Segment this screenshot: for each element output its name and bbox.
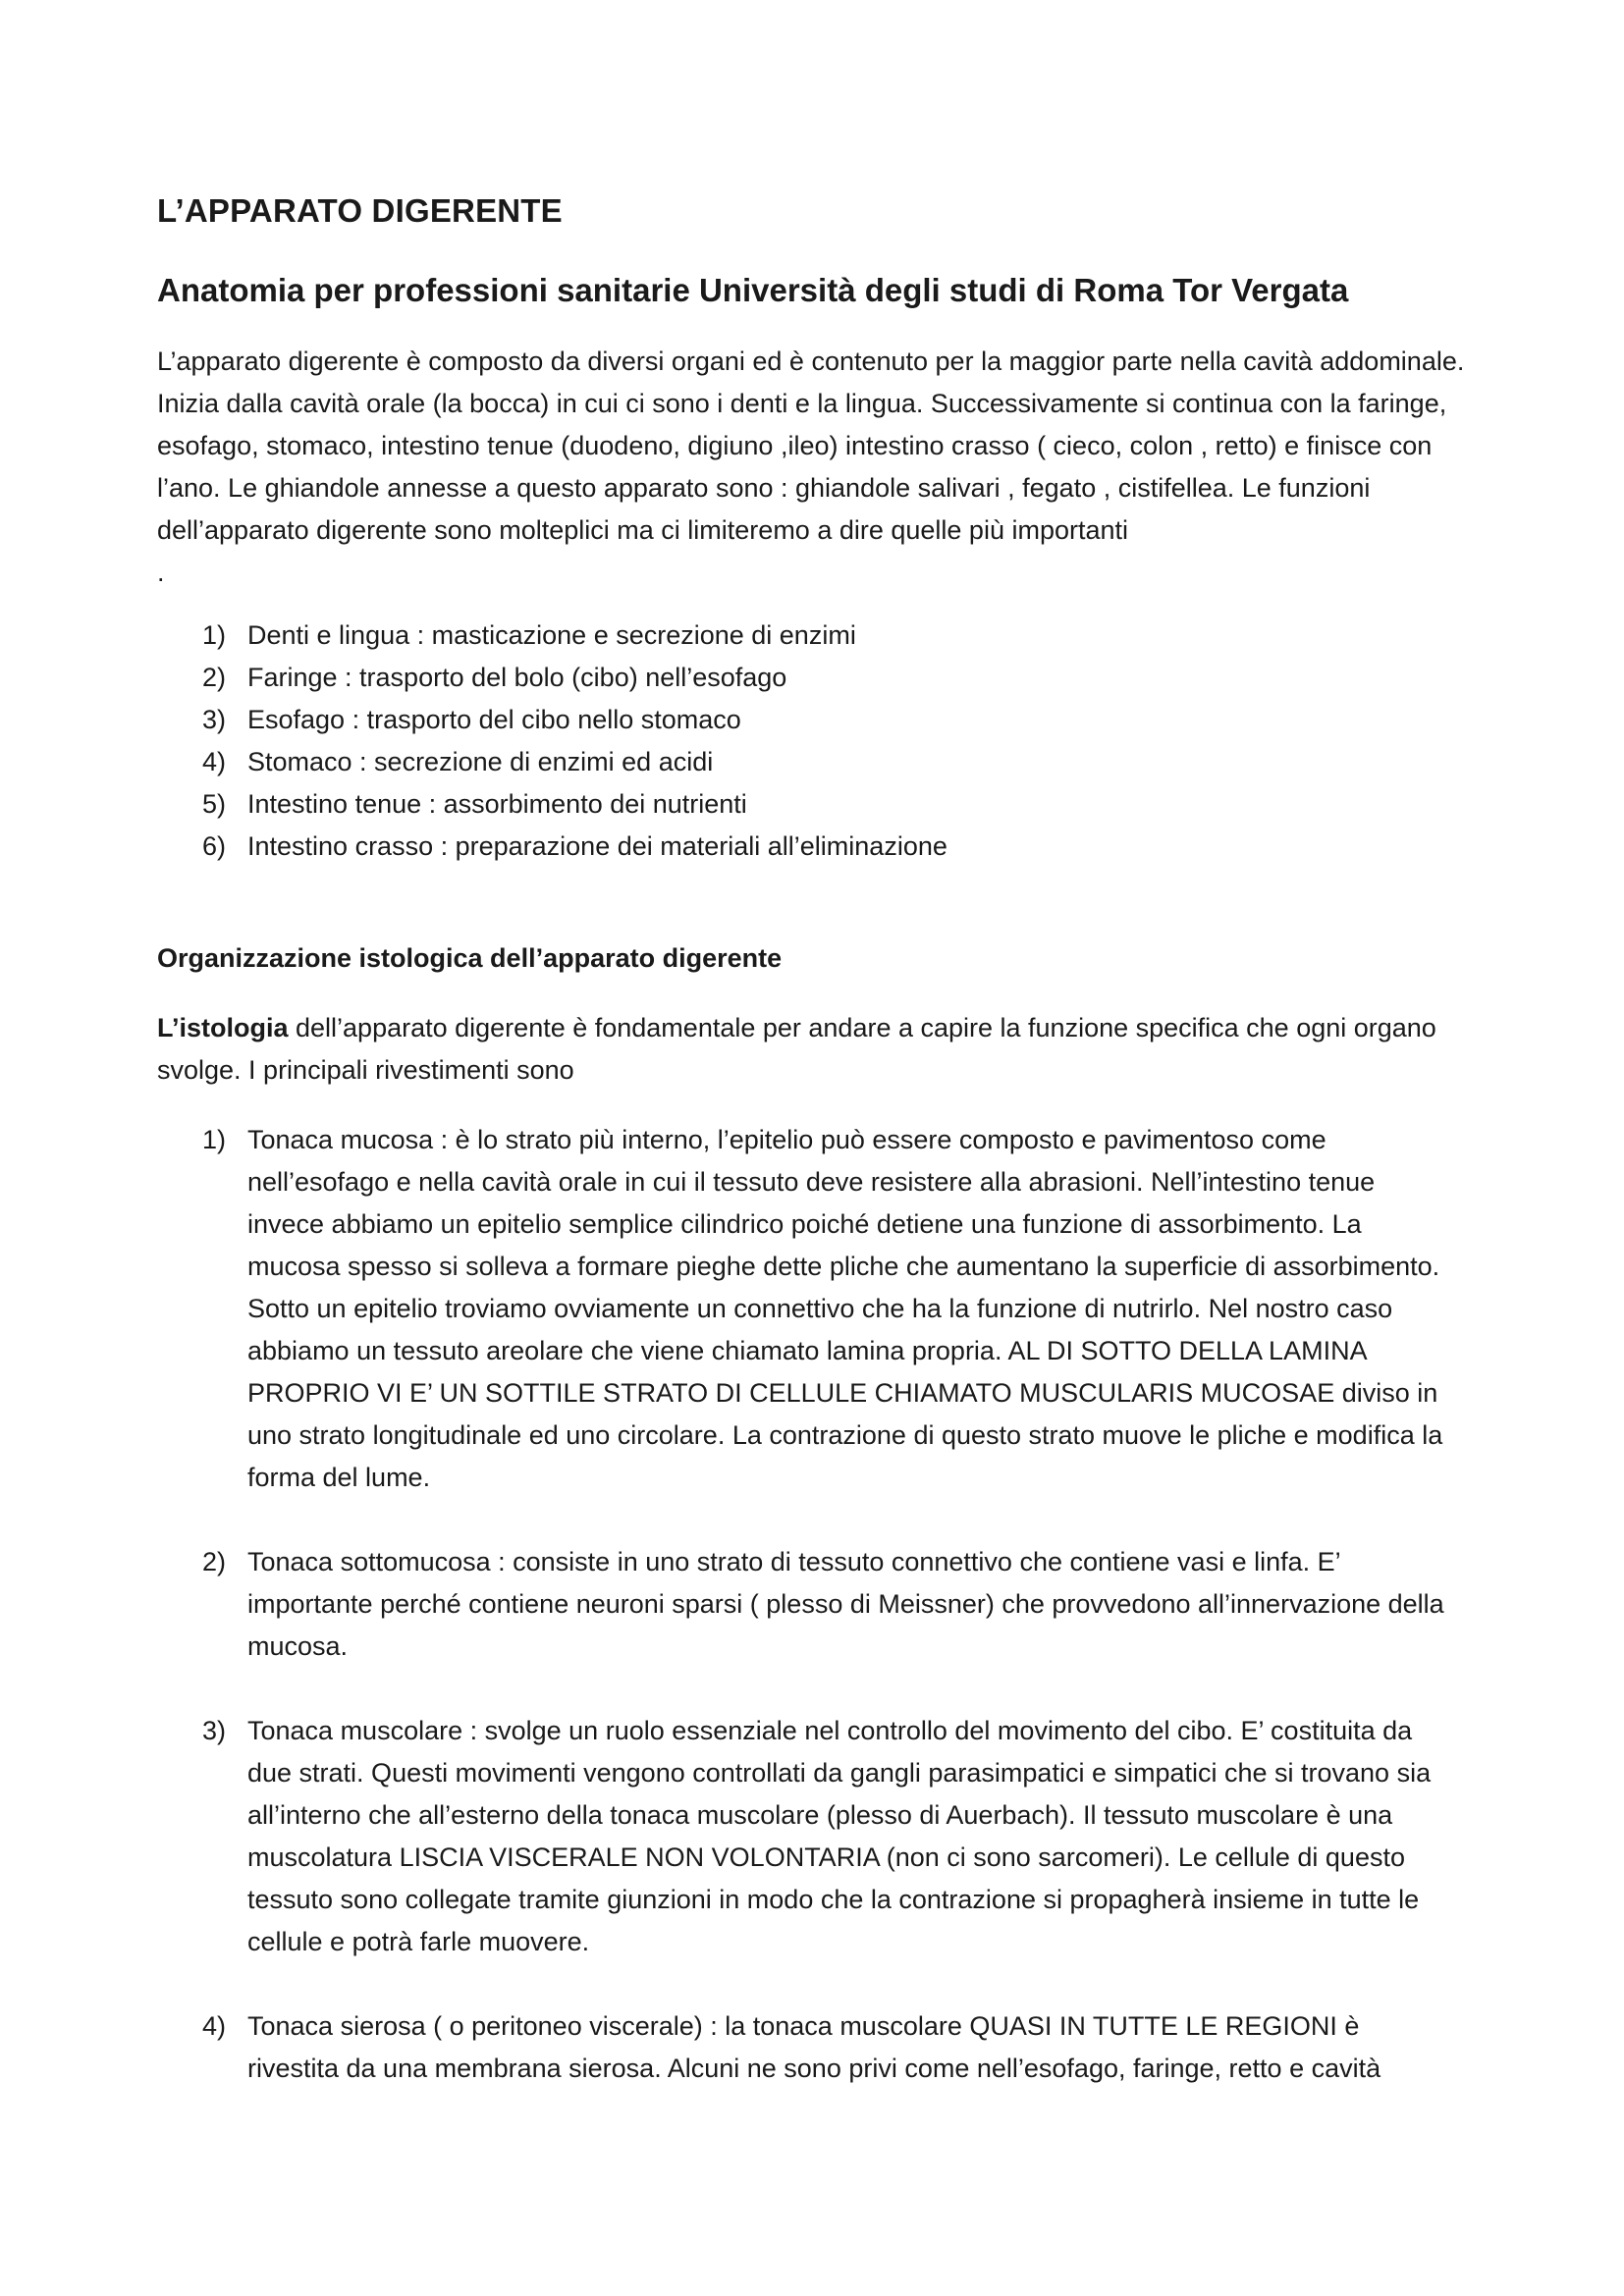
list-item-number: 1) (202, 1125, 227, 1154)
list-item-number: 2) (202, 663, 227, 692)
histology-text: dell’apparato digerente è fondamentale per andare a capire la funzione specifica che ogni organo svolge. I principali rivestimenti sono (157, 1013, 1436, 1085)
document-page (157, 192, 1483, 2132)
list-item-text: Tonaca mucosa : è lo strato più interno, l’epitelio può essere composto e pavimentoso come nell’esofago e nella cavità orale in cui il tessuto deve resistere alla abrasioni. Nell’intestino tenue invece abbiamo un epitelio semplice cilindrico poiché detiene una funzione di assorbimento. La mucosa spesso si solleva a formare pieghe dette pliche che aumentano la superficie di assorbimento. Sotto un epitelio troviamo ovviamente un connettivo che ha la funzione di nutrirlo. Nel nostro caso abbiamo un tessuto areolare che viene chiamato lamina propria. AL DI SOTTO DELLA LAMINA PROPRIO VI E’ UN SOTTILE STRATO DI CELLULE CHIAMATO MUSCULARIS MUCOSAE diviso in uno strato longitudinale ed uno circolare. La contrazione di questo strato muove le pliche e modifica la forma del lume. (247, 1125, 1443, 1492)
list-item (157, 783, 1483, 826)
histology-bold-term: L’istologia (157, 1013, 289, 1042)
layers-list (157, 1119, 1483, 2090)
list-item-text: Tonaca sottomucosa : consiste in uno strato di tessuto connettivo che contiene vasi e linfa. E’ importante perché contiene neuroni sparsi ( plesso di Meissner) che provvedono all’innervazione della mucosa. (247, 1547, 1444, 1661)
list-item-number: 3) (202, 1716, 227, 1745)
list-item-text: Tonaca muscolare : svolge un ruolo essenziale nel controllo del movimento del cibo. E’ costituita da due strati. Questi movimenti vengono controllati da gangli parasimpatici e simpatici che si trovano sia all’interno che all’esterno della tonaca muscolare (plesso di Auerbach). Il tessuto muscolare è una muscolatura LISCIA VISCERALE NON VOLONTARIA (non ci sono sarcomeri). Le cellule di questo tessuto sono collegate tramite giunzioni in modo che la contrazione si propagherà insieme in tutte le cellule e potrà farle muovere. (247, 1716, 1432, 1956)
list-item-text: Denti e lingua : masticazione e secrezione di enzimi (247, 620, 856, 650)
histology-paragraph (157, 1007, 1483, 1092)
document-title: L’APPARATO DIGERENTE (157, 192, 563, 229)
section-heading: Organizzazione istologica dell’apparato digerente (157, 943, 783, 973)
list-item-text: Faringe : trasporto del bolo (cibo) nell’esofago (247, 663, 787, 692)
list-item-number: 2) (202, 1547, 227, 1576)
list-item (157, 741, 1483, 783)
list-item (157, 1710, 1483, 1963)
list-item (157, 614, 1483, 657)
list-item-text: Tonaca sierosa ( o peritoneo viscerale) : la tonaca muscolare QUASI IN TUTTE LE REGIONI è rivestita da una membrana sierosa. Alcuni ne sono privi come nell’esofago, faringe, retto e cavità (247, 2011, 1381, 2083)
list-item-text: Stomaco : secrezione di enzimi ed acidi (247, 747, 714, 776)
list-item (157, 2005, 1483, 2090)
list-item-number: 4) (202, 747, 227, 776)
list-item-number: 5) (202, 789, 227, 819)
list-item (157, 826, 1483, 868)
list-item-text: Intestino crasso : preparazione dei materiali all’eliminazione (247, 831, 947, 861)
functions-list (157, 614, 1483, 868)
list-item-number: 1) (202, 620, 227, 650)
list-item (157, 1119, 1483, 1499)
list-item (157, 657, 1483, 699)
list-item (157, 699, 1483, 741)
list-item-text: Intestino tenue : assorbimento dei nutrienti (247, 789, 747, 819)
list-item-text: Esofago : trasporto del cibo nello stomaco (247, 705, 741, 734)
intro-paragraph (157, 341, 1483, 552)
intro-text: L’apparato digerente è composto da diversi organi ed è contenuto per la maggior parte nella cavità addominale. Inizia dalla cavità orale (la bocca) in cui ci sono i denti e la lingua. Successivamente si continua con la faringe, esofago, stomaco, intestino tenue (duodeno, digiuno ,ileo) intestino crasso ( cieco, colon , retto) e finisce con l’ano. Le ghiandole annesse a questo apparato sono : ghiandole salivari , fegato , cistifellea. Le funzioni dell’apparato digerente sono molteplici ma ci limiteremo a dire quelle più importanti (157, 347, 1465, 545)
document-subtitle: Anatomia per professioni sanitarie Università degli studi di Roma Tor Vergata (157, 272, 1349, 308)
list-item-number: 3) (202, 705, 227, 734)
list-item-number: 4) (202, 2011, 227, 2041)
intro-dot: . (157, 558, 165, 587)
list-item (157, 1541, 1483, 1668)
list-item-number: 6) (202, 831, 227, 861)
